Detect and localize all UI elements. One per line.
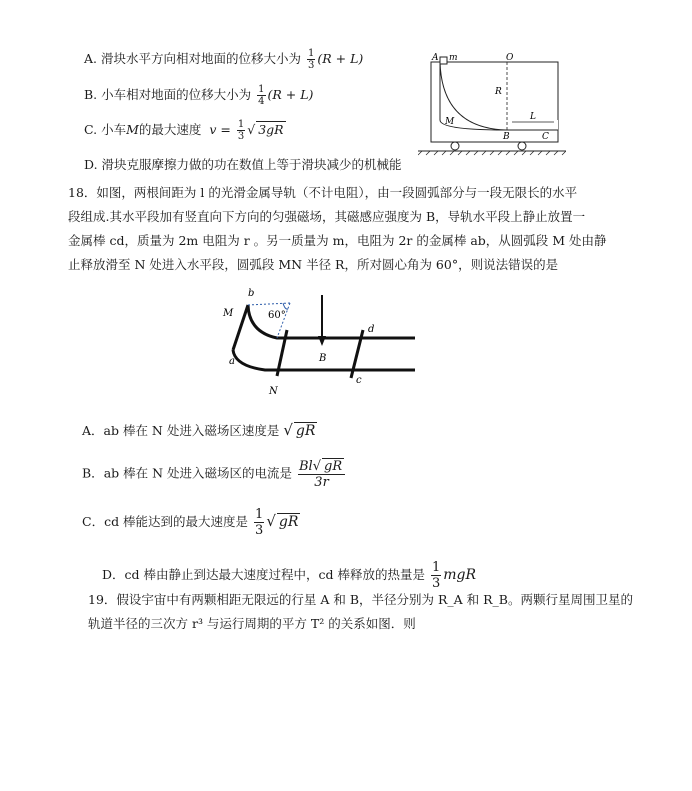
q18-option-b bbox=[82, 458, 347, 490]
fraction: $\frac{1}{3}$ bbox=[308, 48, 315, 71]
label-m: M bbox=[223, 308, 234, 319]
label-field-b: B bbox=[319, 353, 327, 364]
label-a: a bbox=[229, 356, 235, 367]
fraction: $\frac{1}{3}$ bbox=[255, 507, 264, 538]
option-text: cd 棒由静止到达最大速度过程中，cd 棒释放的热量是 bbox=[124, 567, 425, 582]
rod-ab bbox=[233, 305, 248, 350]
option-text: 滑块克服摩擦力做的功在数值上等于滑块减少的机械能 bbox=[101, 157, 402, 172]
option-letter: D． bbox=[102, 567, 125, 582]
label-c: c bbox=[356, 375, 362, 386]
option-letter: B. bbox=[84, 87, 98, 102]
label-l: L bbox=[530, 112, 536, 122]
angle-arc bbox=[283, 303, 288, 309]
q18-figure bbox=[215, 280, 425, 398]
fraction: $\frac{Bl√ gR}{3r}$ bbox=[298, 458, 345, 490]
fraction: $\frac{1}{4}$ bbox=[258, 84, 265, 107]
label-angle: 60° bbox=[268, 310, 286, 321]
denominator: 3r bbox=[314, 475, 329, 490]
radicand: 3gR bbox=[258, 122, 284, 137]
stem-line: 止释放滑至 N 处进入水平段，圆弧段 MN 半径 R，所对圆心角为 60°，则说法错误的是 bbox=[68, 257, 559, 272]
numerator-prefix: Bl bbox=[298, 459, 313, 474]
label-c: C bbox=[542, 132, 549, 142]
ground-hatch bbox=[418, 151, 566, 155]
option-var: M bbox=[126, 122, 139, 137]
q17-option-b bbox=[84, 84, 313, 107]
q18-option-a: A．ab 棒在 N 处进入磁场区速度是 √ gR bbox=[82, 421, 316, 439]
option-text: 的最大速度 bbox=[138, 122, 202, 137]
option-letter: B． bbox=[82, 465, 104, 481]
option-letter: D. bbox=[84, 157, 98, 172]
option-lhs: v = bbox=[209, 122, 231, 137]
option-text: 小车相对地面的位移大小为 bbox=[101, 87, 252, 102]
wheel bbox=[451, 142, 459, 150]
option-text: 滑块水平方向相对地面的位移大小为 bbox=[101, 51, 302, 66]
radicand: gR bbox=[295, 423, 316, 439]
stem-line: 19．假设宇宙中有两颗相距无限远的行星 A 和 B，半径分别为 R_A 和 R_B。两颗行星周围卫星的 bbox=[88, 592, 633, 607]
q17-option-c: C. 小车M的最大速度 v = $\frac{1}{3}$ √ 3gR bbox=[84, 119, 284, 142]
stem-line: 金属棒 cd，质量为 2m 电阻为 r 。另一质量为 m，电阻为 2r 的金属棒 ab，从圆弧段 M 处由静 bbox=[68, 233, 607, 248]
q17-option-d bbox=[84, 155, 402, 173]
q18-option-d bbox=[102, 560, 476, 591]
option-text: cd 棒能达到的最大速度是 bbox=[104, 514, 249, 529]
label-a: A bbox=[432, 53, 439, 63]
q19-stem bbox=[88, 588, 633, 636]
option-letter: C. bbox=[84, 122, 98, 137]
stem-line: 18．如图，两根间距为 l 的光滑金属导轨（不计电阻），由一段圆弧部分与一段无限长的水平 bbox=[68, 185, 578, 200]
q17-figure bbox=[418, 50, 566, 160]
option-letter: C． bbox=[82, 514, 105, 529]
radicand: gR bbox=[324, 459, 343, 474]
label-cart-m: M bbox=[445, 117, 455, 127]
q18-option-c: C．cd 棒能达到的最大速度是 $\frac{1}{3}$ √ gR bbox=[82, 507, 299, 538]
label-m: m bbox=[449, 53, 458, 63]
option-letter: A． bbox=[82, 423, 104, 438]
option-expr: mgR bbox=[443, 567, 477, 583]
label-b: B bbox=[503, 132, 510, 142]
wheel bbox=[518, 142, 526, 150]
option-letter: A. bbox=[84, 51, 98, 66]
q18-stem bbox=[68, 181, 607, 277]
stem-line: 轨道半径的三次方 r³ 与运行周期的平方 T² 的关系如图．则 bbox=[88, 616, 416, 631]
option-expr: (R + L) bbox=[267, 87, 314, 102]
label-n: N bbox=[269, 386, 278, 397]
option-text: 小车 bbox=[101, 122, 127, 137]
option-text: ab 棒在 N 处进入磁场区速度是 bbox=[103, 423, 280, 438]
option-text: ab 棒在 N 处进入磁场区的电流是 bbox=[103, 465, 292, 481]
slider-block bbox=[440, 57, 447, 64]
label-r: R bbox=[495, 87, 502, 97]
label-o: O bbox=[506, 53, 514, 63]
stem-line: 段组成.其水平段加有竖直向下方向的匀强磁场，其磁感应强度为 B，导轨水平段上静止放置一 bbox=[68, 209, 586, 224]
option-expr: (R + L) bbox=[317, 51, 364, 66]
fraction: $\frac{1}{3}$ bbox=[431, 560, 441, 591]
label-b: b bbox=[248, 288, 255, 299]
radicand: gR bbox=[278, 514, 299, 530]
label-d: d bbox=[368, 324, 375, 335]
fraction: $\frac{1}{3}$ bbox=[237, 119, 245, 142]
q17-option-a bbox=[84, 48, 363, 71]
